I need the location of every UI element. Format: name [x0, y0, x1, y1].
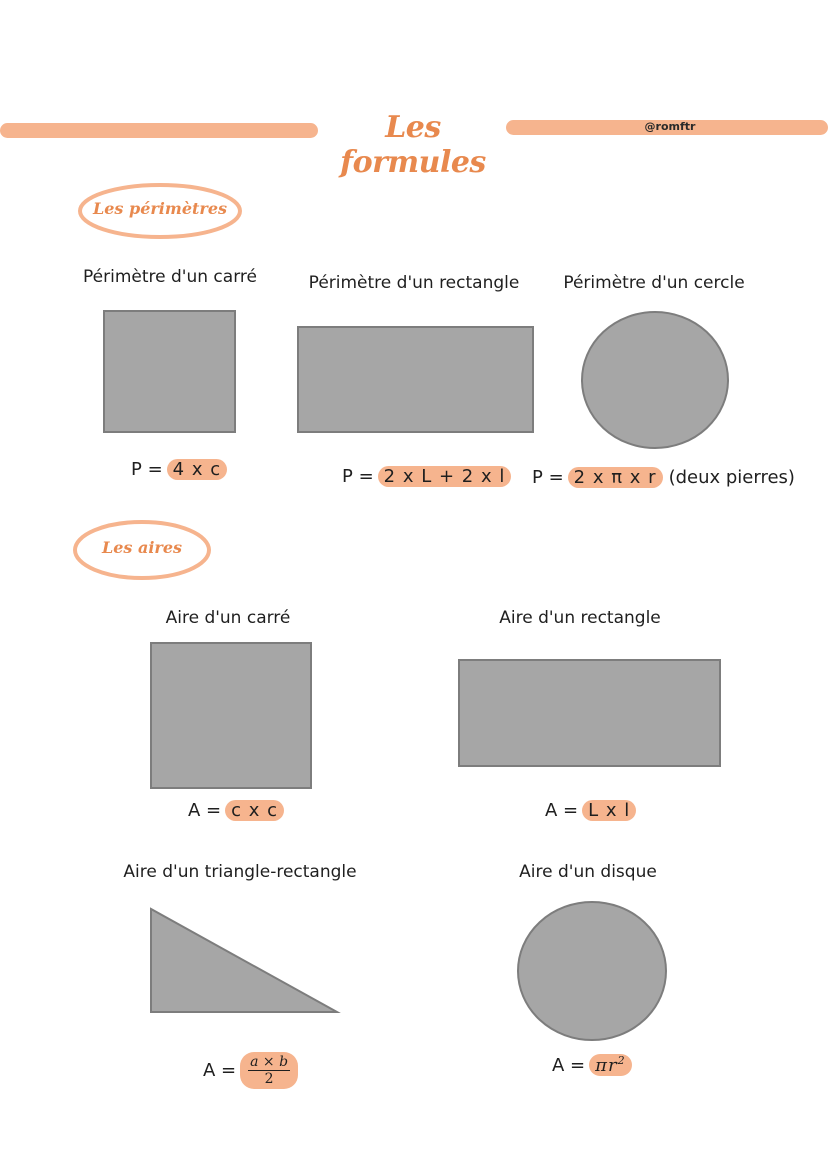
area-triangle-caption: Aire d'un triangle-rectangle [123, 862, 357, 882]
area-triangle-numerator: a × b [250, 1054, 289, 1070]
header-bar-left [0, 123, 318, 138]
area-rectangle-caption: Aire d'un rectangle [499, 608, 661, 628]
perimeter-circle-caption: Périmètre d'un cercle [563, 273, 745, 293]
area-square-shape [150, 642, 312, 789]
area-triangle-denominator: 2 [264, 1071, 274, 1087]
area-rectangle-formula [545, 800, 636, 821]
perimeters-section-label: Les périmètres [93, 199, 227, 218]
perimeter-square-prefix: P = [131, 459, 163, 480]
perimeter-circle-shape [579, 309, 731, 451]
area-rectangle-highlight: L x l [582, 800, 636, 821]
perimeter-rectangle-formula [342, 466, 511, 487]
area-triangle-shape [148, 906, 342, 1016]
perimeter-rectangle-highlight: 2 x L + 2 x l [378, 466, 512, 487]
perimeter-circle-highlight: 2 x π x r [568, 467, 663, 488]
area-triangle-prefix: A = [203, 1060, 237, 1081]
area-triangle-formula [203, 1052, 298, 1089]
area-disk-shape [516, 900, 668, 1042]
area-disk-formula [552, 1054, 632, 1076]
area-square-formula [188, 800, 284, 821]
perimeter-rectangle-shape [297, 326, 534, 433]
areas-section-label: Les aires [101, 538, 183, 557]
area-disk-base: πr [595, 1055, 618, 1076]
perimeter-rectangle-prefix: P = [342, 466, 374, 487]
perimeter-rectangle-caption: Périmètre d'un rectangle [308, 273, 520, 293]
area-square-prefix: A = [188, 800, 222, 821]
author-handle: @romftr [644, 120, 696, 133]
perimeter-circle-note: (deux pierres) [668, 467, 795, 488]
area-disk-caption: Aire d'un disque [519, 862, 657, 882]
perimeter-square-caption: Périmètre d'un carré [83, 267, 257, 287]
page-title: Les formules [340, 110, 486, 180]
area-rectangle-shape [458, 659, 721, 767]
perimeter-square-shape [103, 310, 236, 433]
area-triangle-fraction [240, 1052, 298, 1089]
area-square-highlight: c x c [225, 800, 284, 821]
area-rectangle-prefix: A = [545, 800, 579, 821]
perimeter-circle-prefix: P = [532, 467, 564, 488]
area-disk-prefix: A = [552, 1054, 586, 1076]
perimeter-circle-formula [532, 467, 795, 488]
area-square-caption: Aire d'un carré [165, 608, 291, 628]
perimeter-square-formula [131, 459, 227, 480]
perimeter-square-highlight: 4 x c [167, 459, 227, 480]
area-disk-highlight [589, 1054, 631, 1076]
area-disk-exponent: 2 [617, 1054, 626, 1067]
